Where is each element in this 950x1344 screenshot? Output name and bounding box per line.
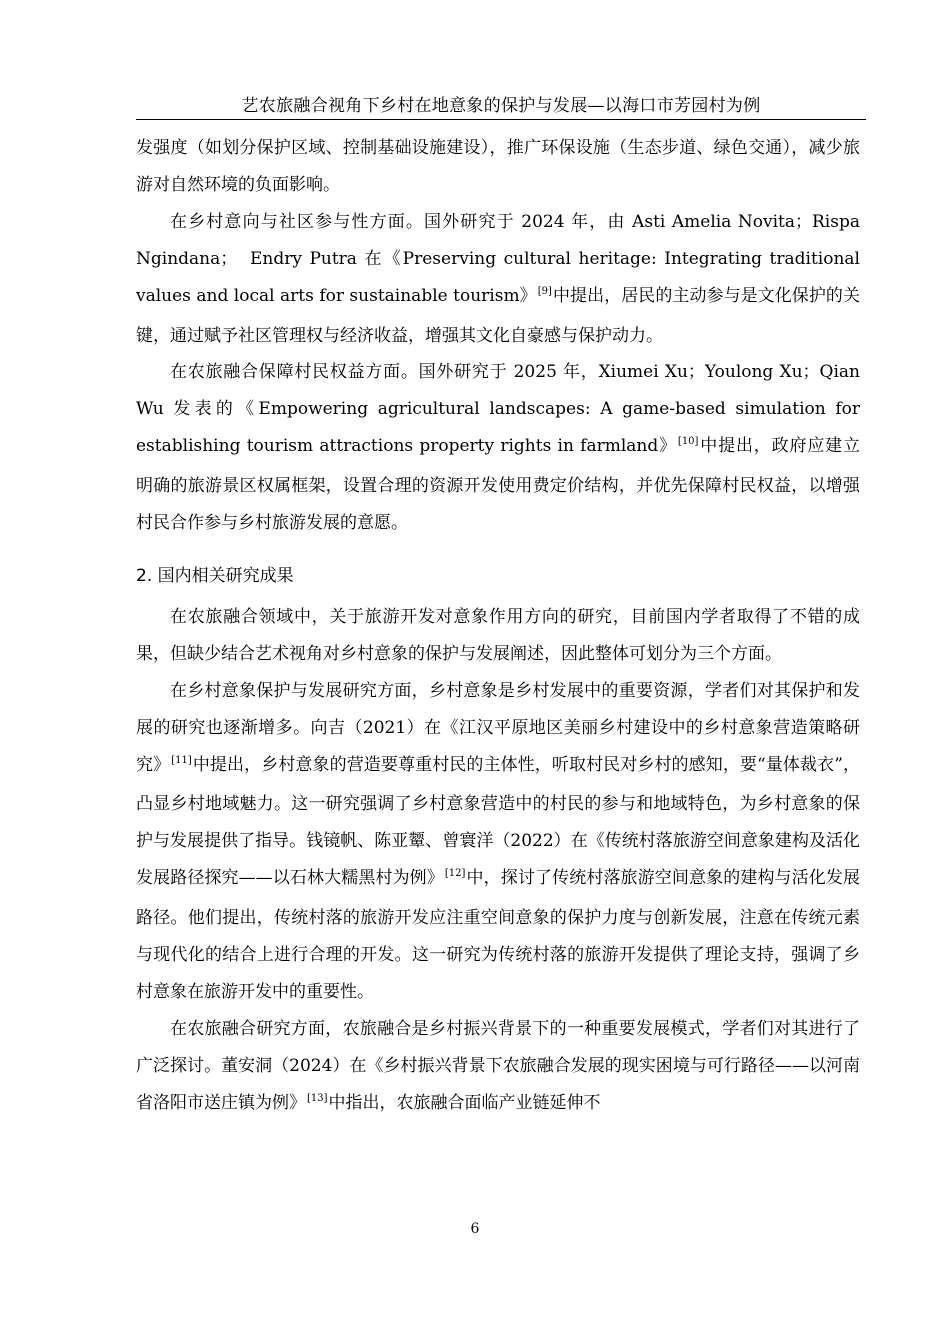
citation-ref-9: [9] — [537, 285, 552, 297]
header-rule — [136, 119, 866, 120]
running-header: 艺农旅融合视角下乡村在地意象的保护与发展—以海口市芳园村为例 — [241, 96, 761, 116]
document-body — [136, 130, 860, 1125]
paragraph-text: 中提出，政府应建立明确的旅游景区权属框架，设置合理的资源开发使用费定价结构，并优先保障村民权益，以增强村民合作参与乡村旅游发展的意愿。 — [136, 436, 860, 534]
paragraph-community-participation — [136, 204, 860, 355]
citation-ref-13: [13] — [307, 1092, 328, 1104]
paragraph-text: 中指出，农旅融合面临产业链延伸不 — [328, 1092, 601, 1113]
section-heading: 2. 国内相关研究成果 — [136, 565, 294, 586]
citation-ref-11: [11] — [171, 754, 192, 766]
page-number: 6 — [470, 1221, 480, 1237]
paragraph-text: 在乡村意象保护与发展研究方面，乡村意象是乡村发展中的重要资源，学者们对其保护和发展的研究也逐渐增多。向吉（2021）在《江汉平原地区美丽乡村建设中的乡村意象营造策略研究》 — [136, 680, 860, 775]
paragraph-text: 在农旅融合保障村民权益方面。国外研究于 2025 年，Xiumei Xu；Youlong Xu；Qian Wu 发表的《Empowering agricultural landscapes: A game-based simulation for establishing tourism attractions property rights in farmland》 — [136, 362, 860, 457]
paragraph-text: 中提出，居民的主动参与是文化保护的关键，通过赋予社区管理权与经济收益，增强其文化自豪感与保护动力。 — [136, 285, 860, 346]
citation-ref-12: [12] — [444, 868, 466, 880]
paragraph-continuation: 发强度（如划分保护区域、控制基础设施建设），推广环保设施（生态步道、绿色交通），减少旅游对自然环境的负面影响。 — [136, 138, 860, 195]
paragraph-text: 在乡村意向与社区参与性方面。国外研究于 2024 年，由 Asti Amelia Novita；Rispa Ngindana； Endry Putra 在《Preserving cultural heritage: Integrating traditional values and local arts for sustainable tourism》 — [136, 211, 860, 306]
paragraph-agritourism — [136, 1011, 860, 1125]
paragraph-rural-imagery — [136, 673, 860, 1011]
paragraph-text: 中，探讨了传统村落旅游空间意象的建构与活化发展路径。他们提出，传统村落的旅游开发应注重空间意象的保护力度与创新发展，注意在传统元素与现代化的结合上进行合理的开发。这一研究为传统村落的旅游开发提供了理论支持，强调了乡村意象在旅游开发中的重要性。 — [136, 868, 861, 1002]
paragraph-domestic-overview: 在农旅融合领域中，关于旅游开发对意象作用方向的研究，目前国内学者取得了不错的成果，但缺少结合艺术视角对乡村意象的保护与发展阐述，因此整体可划分为三个方面。 — [136, 606, 860, 664]
paragraph-villager-rights — [136, 354, 860, 542]
paragraph-text: 中提出，乡村意象的营造要尊重村民的主体性，听取村民对乡村的感知，要“量体裁衣”，凸显乡村地域魅力。这一研究强调了乡村意象营造中的村民的参与和地域特色，为乡村意象的保护与发展提供了指导。钱镜帆、陈亚颦、曾寰洋（2022）在《传统村落旅游空间意象建构及活化发展路径探究——以石林大糯黑村为例》 — [136, 754, 860, 889]
paragraph-text: 在农旅融合研究方面，农旅融合是乡村振兴背景下的一种重要发展模式，学者们对其进行了广泛探讨。董安洞（2024）在《乡村振兴背景下农旅融合发展的现实困境与可行路径——以河南省洛阳市送庄镇为例》 — [136, 1018, 860, 1113]
citation-ref-10: [10] — [677, 436, 699, 448]
